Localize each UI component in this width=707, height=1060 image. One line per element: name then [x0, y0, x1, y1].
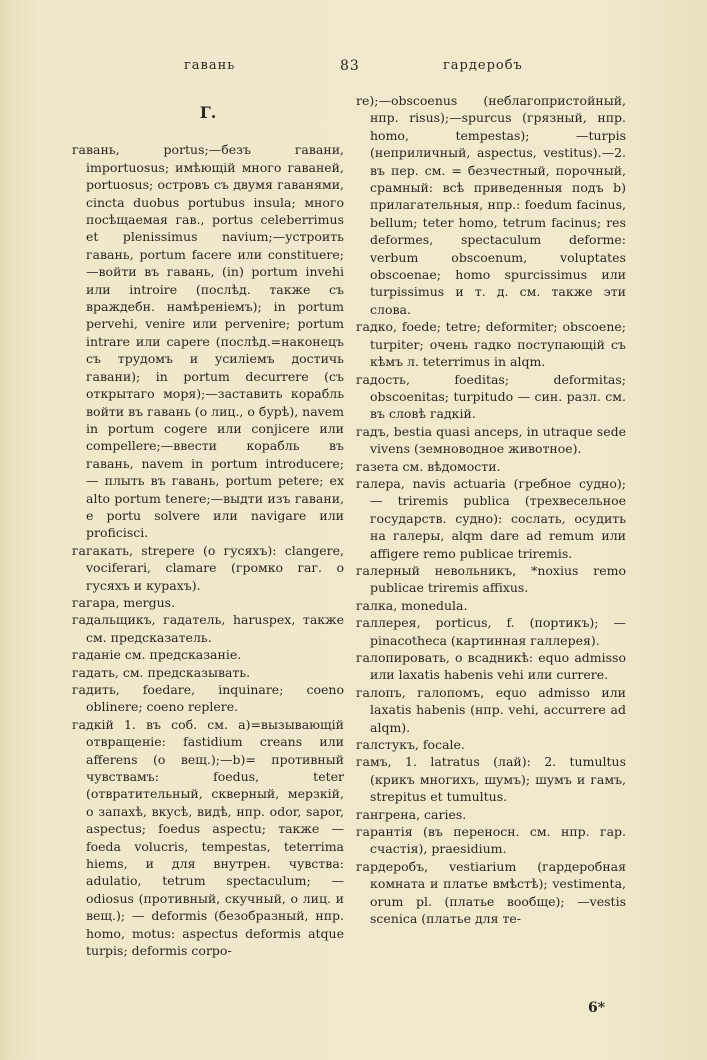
- right-column: [356, 92, 626, 928]
- entry: галопъ, галопомъ, equo admisso или laxatis habenis (нпр. vehi, accurrere ad alqm).: [356, 684, 626, 735]
- entry: гангрена, caries.: [356, 806, 467, 822]
- entry: гарантія (въ переносн. см. нпр. гар. счастія), praesidium.: [356, 824, 626, 857]
- entry: галера, navis actuaria (гребное судно); — triremis publica (трехвесельное государств. судно): сослать, осудить на галеры, alqm dare ad remum или affigere remo publicae triremis.: [356, 475, 626, 561]
- entry: гадко, foede; tetre; deformiter; obscoene; turpiter; очень гадко поступающій съ кѣмъ л. teterrimus in alqm.: [356, 319, 626, 370]
- running-head-left: гавань: [184, 58, 236, 73]
- entry: галлерея, porticus, f. (портикъ); — pinacotheca (картинная галлерея).: [356, 615, 626, 648]
- entry: гагара, mergus.: [72, 594, 176, 610]
- entry: гадальщикъ, гадатель, haruspex, также см. предсказатель.: [72, 612, 344, 645]
- signature-mark: 6*: [588, 1000, 606, 1016]
- entry: газета см. вѣдомости.: [356, 458, 501, 474]
- entry: галопировать, о всадникѣ: equo admisso или laxatis habenis vehi или currere.: [356, 650, 626, 683]
- page-number: 83: [340, 58, 360, 74]
- entry: гаданіе см. предсказаніе.: [72, 647, 242, 663]
- entry: гадать, см. предсказывать.: [72, 664, 251, 680]
- entry: гавань, portus;—безъ гавани, importuosus; имѣющій много гаваней, portuosus; островъ съ двумя гаванями, cincta duobus portubus insula; много посѣщаемая гав., portus celeberrimus et plenissimus navium;—устроить гавань, portum facere или constituere; —войти въ гавань, (in) portum invehi или introire (послѣд. также съ враждебн. намѣреніемъ); in portum pervehi, venire или pervenire; portum intrare или capere (послѣд.=наконецъ съ трудомъ и усиліемъ достичь гавани); in portum decurrere (съ открытаго моря);—заставить корабль войти въ гавань (о лиц., о бурѣ), navem in portum cogere или conjicere или compellere;—ввести корабль въ гавань, navem in portum introducere; — плыть въ гавань, portum petere; ex alto portum tenere;—выдти изъ гавани, e portu solvere или navigare или proficisci.: [72, 142, 344, 541]
- entry: гамъ, 1. latratus (лай): 2. tumultus (крикъ многихъ, шумъ); шумъ и гамъ, strepitus et tumultus.: [356, 754, 626, 805]
- entry: гадкій 1. въ соб. см. а)=вызывающій отвращеніе: fastidium creans или afferens (о вещ.);—b)= противный чувствамъ: foedus, teter (отвратительный, скверный, мерзкій, о запахѣ, вкусѣ, видѣ, нпр. odor, sapor, aspectus; foedus aspectu; также — foeda volucris, tempestas, teterrima hiems, и для внутрен. чувства: adulatio, tetrum spectaculum; — odiosus (противный, скучный, о лиц. и вещ.); — deformis (безобразный, нпр. homo, motus: aspectus deformis atque turpis; deformis corpo-: [72, 716, 344, 959]
- entry: галка, monedula.: [356, 597, 468, 613]
- entry: гадость, foeditas; deformitas; obscoenitas; turpitudo — син. разл. см. въ словѣ гадкій.: [356, 371, 626, 422]
- left-column: [72, 92, 344, 960]
- running-head-right: гардеробъ: [443, 58, 523, 73]
- section-letter: Г.: [199, 103, 217, 122]
- entry: галерный невольникъ, *noxius remo publicae triremis affixus.: [356, 562, 626, 596]
- entry-continuation: re);—obscoenus (неблагопристойный, нпр. risus);—spurcus (грязный, нпр. homo, tempestas); —turpis (неприличный, aspectus, vestitus).—2. въ пер. см. = безчестный, порочный, срамный: всѣ приведенныя подъ b) прилагательныя, нпр.: foedum facinus, bellum; teter homo, tetrum facinus; res deformes, spectaculum deforme: verbum obscoenum, voluptates obscoenae; homo spurcissimus или turpissimus и т. д. см. также эти слова.: [356, 93, 626, 317]
- entry: гагакать, strepere (о гусяхъ): clangere, vociferari, clamare (громко гаг. о гусяхъ и курахъ).: [72, 542, 344, 593]
- entry: гардеробъ, vestiarium (гардеробная комната и платье вмѣстѣ); vestimenta, orum pl. (платье вообще); —vestis scenica (платье для те-: [356, 858, 626, 927]
- entry: гадъ, bestia quasi anceps, in utraque sede vivens (земноводное животное).: [356, 423, 626, 457]
- entry: галстукъ, focale.: [356, 737, 465, 753]
- entry: гадить, foedare, inquinare; coeno oblinere; coeno replere.: [72, 682, 344, 715]
